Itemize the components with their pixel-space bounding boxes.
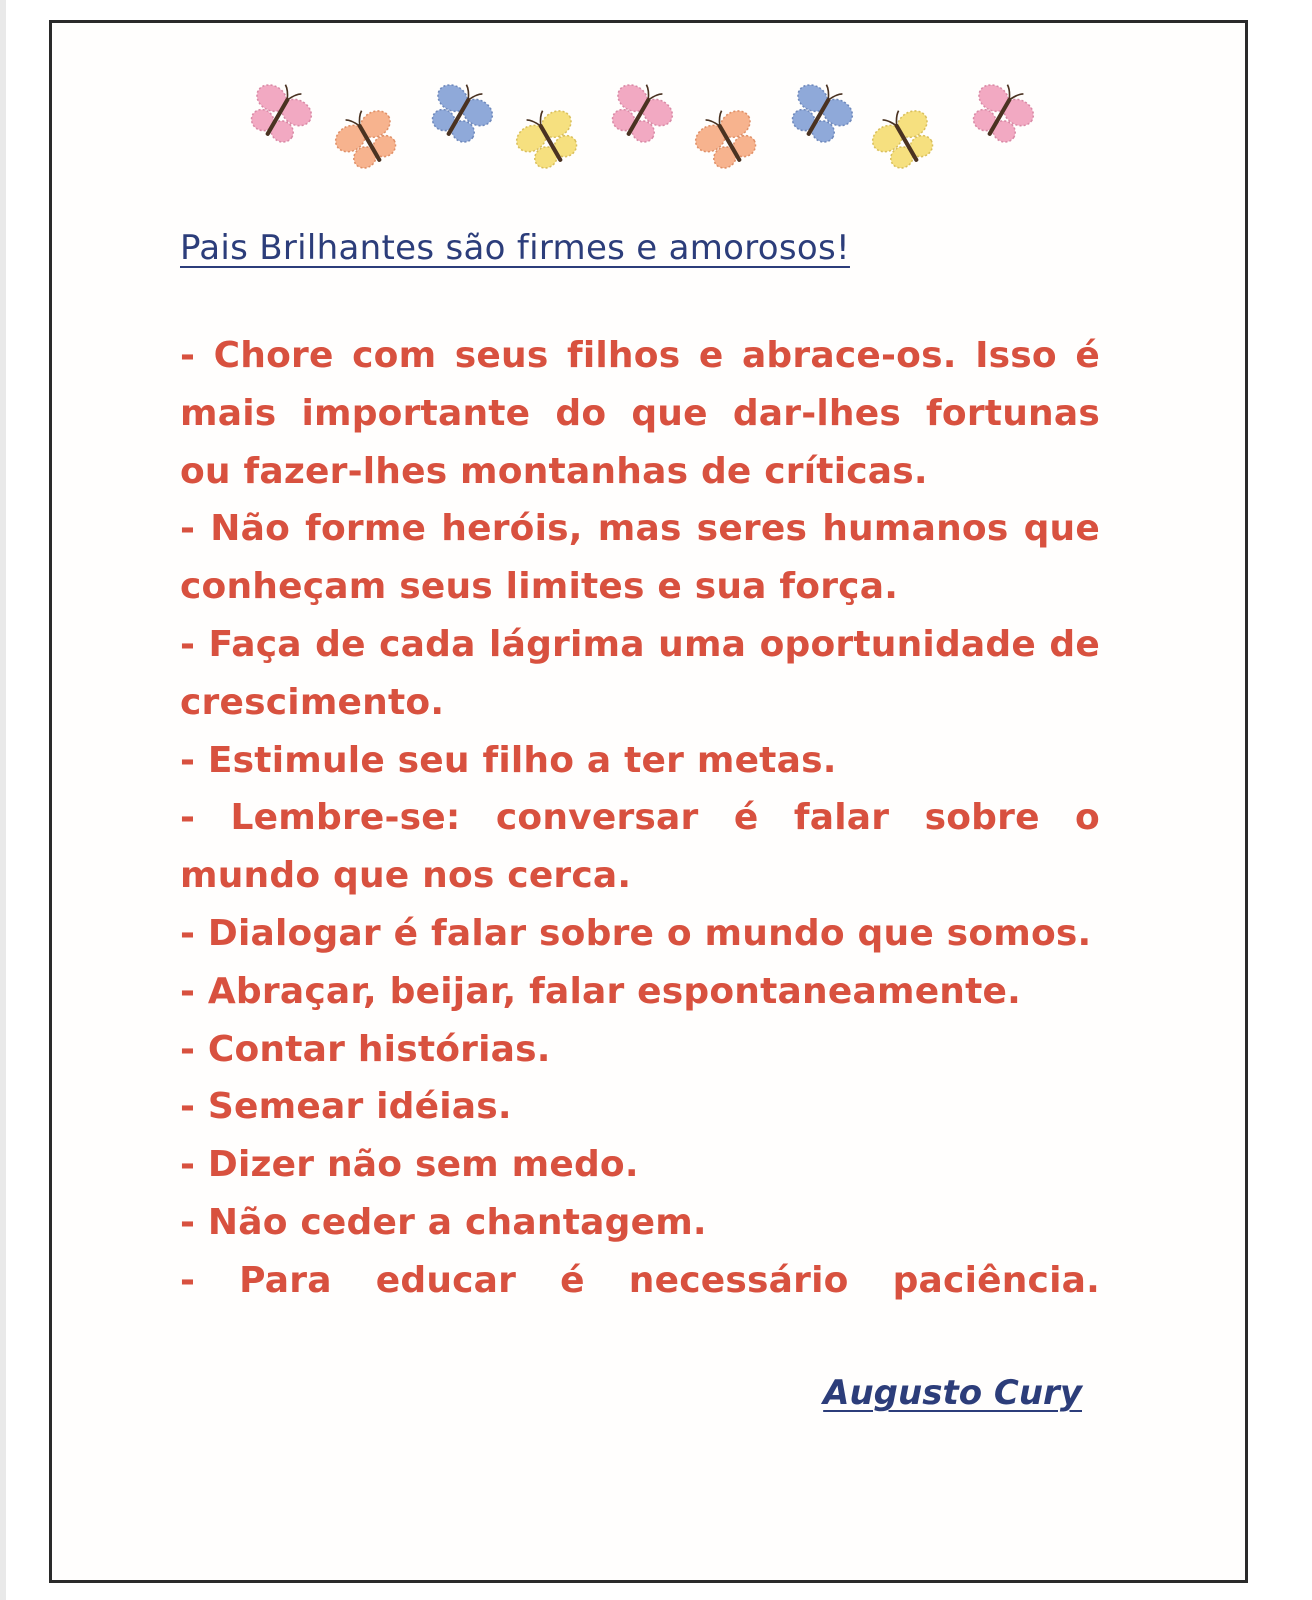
butterfly-icon	[422, 79, 496, 153]
list-item: - Não forme heróis, mas seres humanos que conheçam seus limites e sua força.	[180, 508, 1100, 608]
butterfly-icon	[782, 79, 856, 153]
page-title: Pais Brilhantes são firmes e amorosos!	[180, 228, 850, 268]
list-item: - Não ceder a chantagem.	[180, 1201, 707, 1243]
butterfly-icon	[602, 79, 676, 153]
author-signature: Augusto Cury	[823, 1373, 1082, 1413]
list-item: - Para educar é necessário paciência.	[180, 1259, 1100, 1301]
page-frame	[49, 20, 1248, 1583]
list-item: - Lembre-se: conversar é falar sobre o mundo que nos cerca.	[180, 797, 1100, 897]
list-item: - Chore com seus filhos e abrace-os. Isso é mais importante do que dar-lhes fortunas ou fazer-lhes montanhas de críticas.	[180, 335, 1100, 492]
list-item: - Faça de cada lágrima uma oportunidade de crescimento.	[180, 623, 1100, 723]
list-item: - Dizer não sem medo.	[180, 1144, 639, 1186]
butterfly-icon	[513, 105, 587, 179]
scan-edge	[0, 0, 6, 1600]
list-item: - Estimule seu filho a ter metas.	[180, 739, 837, 781]
list-item: - Abraçar, beijar, falar espontaneamente.	[180, 970, 1022, 1012]
list-item: - Dialogar é falar sobre o mundo que somos.	[180, 912, 1092, 954]
butterfly-icon	[963, 79, 1037, 153]
list-item: - Contar histórias.	[180, 1028, 551, 1070]
butterfly-icon	[869, 105, 943, 179]
butterfly-icon	[692, 105, 766, 179]
butterfly-border	[52, 23, 1245, 223]
list-item: - Semear idéias.	[180, 1086, 512, 1128]
advice-list	[180, 327, 1100, 1310]
butterfly-icon	[241, 79, 315, 153]
butterfly-icon	[332, 105, 406, 179]
